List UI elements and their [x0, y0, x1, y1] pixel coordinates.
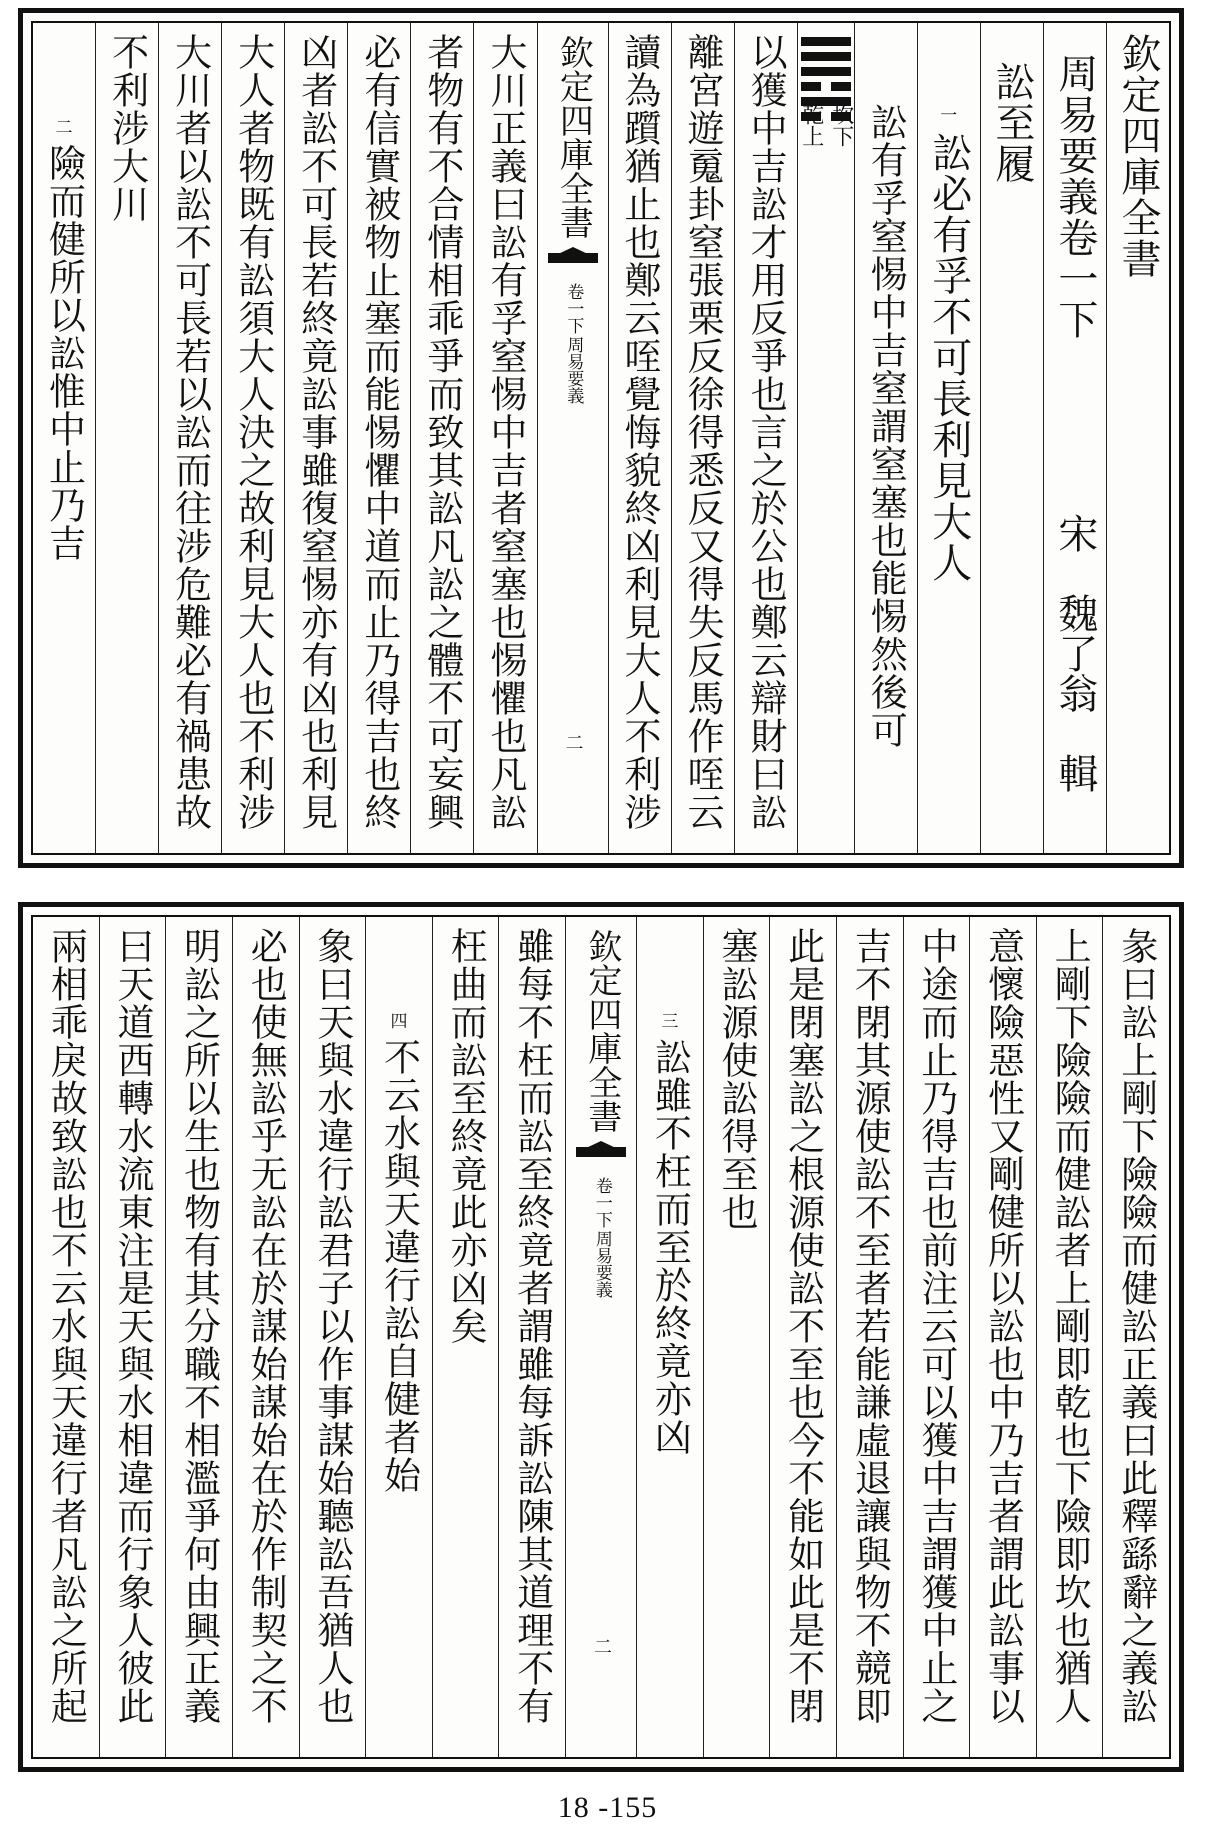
fold-header: 欽定四庫全書	[581, 929, 622, 1133]
book-title-column	[1043, 23, 1106, 853]
collection-header: 欽定四庫全書	[1114, 33, 1161, 279]
fold-leaf-number: 二	[562, 733, 584, 751]
section-title: 訟至履	[988, 61, 1035, 184]
text-column	[33, 917, 99, 1757]
center-fold	[537, 23, 608, 853]
column-text: 以獲中吉訟才用反爭也言之於公也鄭云辯財曰訟	[744, 33, 788, 831]
bottom-page	[18, 902, 1184, 1772]
text-column	[608, 23, 671, 853]
bottom-page-frame	[31, 915, 1171, 1759]
text-column	[473, 23, 536, 853]
upper-trigram: 乾上	[798, 103, 824, 147]
fish-tail-mark-icon	[576, 1139, 626, 1165]
text-column	[734, 23, 797, 853]
item-four-number: 四	[390, 1012, 408, 1032]
header-column	[1106, 23, 1169, 853]
item-one-column	[917, 23, 980, 853]
text-column	[284, 23, 347, 853]
text-column	[410, 23, 473, 853]
column-text: 明訟之所以生也物有其分職不相濫爭何由興正義	[177, 927, 221, 1725]
column-text: 必也使無訟乎无訟在於謀始謀始在於作制契之不	[244, 927, 288, 1725]
author-dynasty: 宋	[1051, 513, 1098, 553]
author-role: 輯	[1051, 753, 1098, 793]
column-text: 凶者訟不可長若終竟訟事雖復窒惕亦有凶也利見	[294, 33, 338, 831]
center-fold	[565, 917, 636, 1757]
column-text: 中途而止乃得吉也前注云可以獲中吉謂獲中止之	[914, 927, 958, 1725]
column-text: 者物有不合情相乖爭而致其訟凡訟之體不可妄興	[420, 33, 464, 831]
column-text: 此是閉塞訟之根源使訟不至也今不能如此是不閉	[781, 927, 825, 1725]
text-column: 訟有孚窒惕中吉窒謂窒塞也能惕然後可	[864, 103, 908, 749]
book-title: 周易要義卷一下	[1051, 53, 1098, 340]
item-one-text: 訟必有孚不可長利見大人	[925, 132, 972, 583]
text-column	[158, 23, 221, 853]
column-text: 讀為躓猶止也鄭云咥覺悔貌終凶利見大人不利涉	[618, 33, 662, 831]
text-column	[99, 917, 166, 1757]
text-column	[769, 917, 836, 1757]
author-line	[1051, 513, 1098, 793]
top-page	[18, 8, 1184, 868]
fold-book-label	[592, 1177, 610, 1298]
top-page-frame	[31, 21, 1171, 855]
text-column	[221, 23, 284, 853]
item-two-number: 二	[55, 118, 73, 138]
text-column	[165, 917, 232, 1757]
column-text: 枉曲而訟至終竟此亦凶矣	[444, 927, 488, 1345]
text-column	[347, 23, 410, 853]
text-column	[432, 917, 499, 1757]
column-text: 上剛下險險而健訟者上剛即乾也下險即坎也猶人	[1048, 927, 1092, 1725]
hexagram-column	[854, 23, 917, 853]
fish-tail-mark-icon	[548, 245, 598, 271]
text-column	[836, 917, 903, 1757]
column-text: 吉不閉其源使訟不至者若能謙虛退讓與物不競即	[848, 927, 892, 1725]
text-column	[671, 23, 734, 853]
section-title-column	[980, 23, 1043, 853]
item-three-number: 三	[661, 1012, 679, 1032]
column-text: 意懷險惡性又剛健所以訟也中乃吉者謂此訟事以	[981, 927, 1025, 1725]
page-number: 18 -155	[557, 1791, 658, 1824]
author-name: 魏了翁	[1051, 593, 1098, 713]
text-column	[498, 917, 565, 1757]
fold-book-title: 周易要義	[591, 1230, 612, 1298]
text-column	[969, 917, 1036, 1757]
item-four-text: 不云水與天違行訟自健者始	[377, 1038, 421, 1494]
text-column	[703, 917, 770, 1757]
column-text: 必有信實被物止塞而能惕懼中道而止乃得吉也終	[357, 33, 401, 831]
item-four-column	[365, 917, 432, 1757]
top-page-columns	[33, 23, 1169, 853]
bottom-page-columns	[33, 917, 1169, 1757]
item-two-text: 險而健所以訟惟中止乃吉	[42, 144, 86, 562]
column-text: 塞訟源使訟得至也	[714, 927, 758, 1231]
column-text: 大人者物既有訟須大人決之故利見大人也不利涉	[231, 33, 275, 831]
text-column	[1102, 917, 1169, 1757]
column-text: 大川者以訟不可長若以訟而往涉危難必有禍患故	[168, 33, 212, 831]
text-column	[299, 917, 366, 1757]
item-one-number: 一	[940, 106, 958, 126]
fold-leaf-number: 二	[591, 1637, 612, 1655]
column-text: 曰天道西轉水流東注是天與水相違而行象人彼此	[110, 927, 154, 1725]
fold-header: 欽定四庫全書	[553, 35, 594, 239]
text-column	[232, 917, 299, 1757]
lower-trigram: 坎下	[828, 103, 854, 147]
fold-volume: 卷一下	[591, 1177, 612, 1228]
column-text: 兩相乖戾故致訟也不云水與天違行者凡訟之所起	[44, 927, 88, 1725]
hexagram-symbol-column	[797, 23, 854, 853]
column-text: 不利涉大川	[105, 33, 149, 223]
column-text: 雖每不枉而訟至終竟者謂雖每訴訟陳其道理不有	[510, 927, 554, 1725]
item-three-text: 訟雖不枉而至於終竟亦凶	[648, 1038, 692, 1456]
column-text: 彖曰訟上剛下險險而健訟正義曰此釋繇辭之義訟	[1114, 927, 1158, 1725]
fold-book-title: 周易要義	[563, 336, 584, 404]
fold-book-label	[564, 283, 582, 404]
column-text: 離宮遊䰟卦窒張栗反徐得悉反又得失反馬作咥云	[681, 33, 725, 831]
column-text: 象曰天與水違行訟君子以作事謀始聽訟吾猶人也	[310, 927, 354, 1725]
text-column	[95, 23, 158, 853]
text-column	[1036, 917, 1103, 1757]
text-column	[903, 917, 970, 1757]
column-text: 大川正義曰訟有孚窒惕中吉者窒塞也惕懼也凡訟	[483, 33, 527, 831]
item-three-column	[636, 917, 703, 1757]
item-two-column	[33, 23, 95, 853]
fold-volume: 卷一下	[563, 283, 584, 334]
